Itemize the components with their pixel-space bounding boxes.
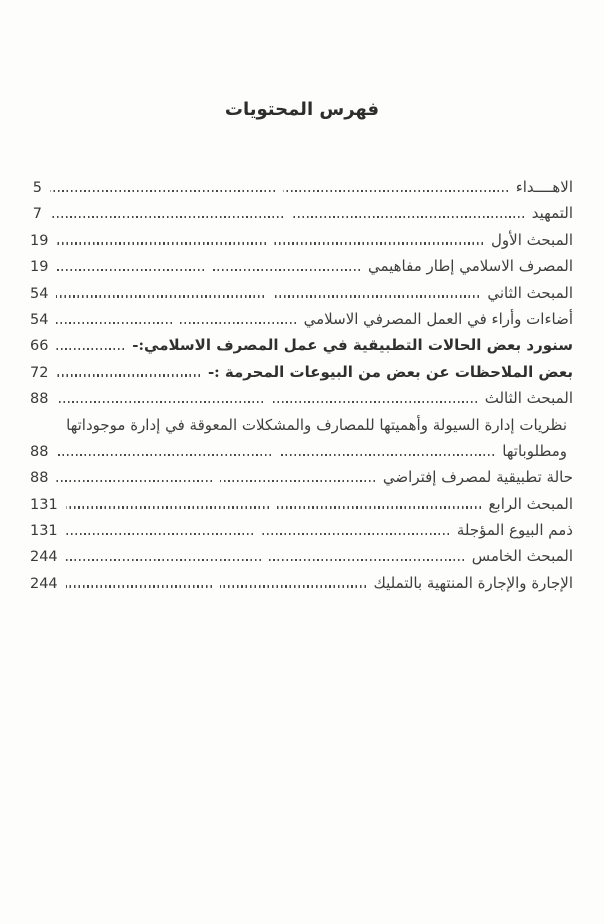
dot-leader [56, 242, 265, 244]
page-title: فهرس المحتويات [224, 99, 380, 120]
toc-entry-label: الاهــــداء [515, 178, 573, 196]
dot-leader [56, 480, 211, 482]
toc-entry-page: 244 [29, 575, 58, 592]
toc-entry-page: 88 [29, 391, 49, 408]
toc-entry [30, 282, 573, 308]
dot-leader [56, 454, 271, 456]
dot-leader [261, 533, 449, 535]
toc-entry [30, 229, 573, 255]
dot-leader [50, 190, 275, 192]
toc-entry [30, 519, 573, 545]
toc-entry [30, 255, 573, 281]
toc-entry-page: 72 [30, 364, 49, 381]
toc-entry-label: نظريات إدارة السيولة وأهميتها للمصارف والمشكلات المعوقة في إدارة موجوداتها [66, 415, 567, 434]
dot-leader [220, 585, 366, 587]
dot-leader [212, 269, 360, 271]
toc-entry-label: المصرف الاسلامي إطار مفاهيمي [367, 257, 573, 276]
dot-leader [56, 401, 262, 403]
toc-entry-label: ومطلوباتها [502, 441, 567, 460]
toc-entry-label: المبحث الأول [491, 230, 573, 249]
dot-leader [271, 401, 477, 403]
toc-entry-label: المبحث الثاني [487, 283, 573, 302]
toc-entry [30, 176, 573, 202]
dot-leader [283, 190, 508, 192]
toc-entry-page: 54 [30, 285, 49, 302]
toc-entry-label: المبحث الخامس [471, 547, 573, 566]
dot-leader [277, 506, 480, 508]
toc-entry-page: 88 [30, 443, 49, 460]
toc-entry-label: المبحث الثالث [484, 389, 573, 408]
dot-leader [56, 348, 124, 350]
dot-leader [66, 533, 254, 535]
toc-entry [30, 308, 573, 334]
toc-entry-label: ذمم البيوع المؤجلة [456, 521, 573, 540]
toc-entry [30, 414, 573, 440]
dot-leader [269, 559, 464, 561]
toc-entry-page: 5 [32, 180, 42, 196]
toc-entry-label: سنورد بعض الحالات التطبيقية في عمل المصرف الاسلامي:- [132, 336, 573, 355]
dot-leader [56, 295, 263, 297]
toc-entry [30, 493, 573, 519]
toc-entry-label: بعض الملاحظات عن بعض من البيوعات المحرمة :- [207, 362, 573, 381]
toc-entry [30, 545, 573, 571]
toc-entry-page: 66 [30, 338, 49, 355]
dot-leader [66, 506, 269, 508]
dot-leader [279, 454, 494, 456]
toc-entry-page: 131 [30, 496, 58, 513]
dot-leader [291, 216, 524, 218]
toc-entry [30, 334, 573, 360]
toc-entry-page: 54 [30, 311, 49, 328]
dot-leader [274, 242, 483, 244]
toc-entry [30, 387, 573, 413]
toc-entry-page: 131 [29, 523, 58, 540]
dot-leader [56, 374, 199, 376]
dot-leader [56, 322, 172, 324]
toc-entry-label: أضاءات وأراء في العمل المصرفي الاسلامي [303, 309, 573, 328]
toc-entry [30, 440, 573, 466]
toc-entry-label: الإجارة والإجارة المنتهية بالتمليك [373, 573, 573, 592]
toc-entry-page: 88 [30, 470, 49, 487]
toc-entry [30, 572, 573, 598]
toc-entry-label: حالة تطبيقية لمصرف إفتراضي [382, 468, 573, 487]
dot-leader [66, 585, 212, 587]
toc-entry-page: 244 [29, 549, 58, 566]
toc-entry-label: التمهيد [531, 204, 573, 223]
toc-entry [30, 202, 573, 228]
dot-leader [272, 295, 479, 297]
toc-entry-label: المبحث الرابع [488, 494, 573, 513]
toc-entry-page: 19 [29, 259, 49, 276]
dot-leader [220, 480, 375, 482]
toc-entry [30, 466, 573, 492]
dot-leader [50, 216, 283, 218]
dot-leader [180, 322, 296, 324]
dot-leader [66, 559, 261, 561]
dot-leader [56, 269, 204, 271]
toc-entry [30, 361, 573, 387]
table-of-contents [30, 176, 573, 598]
toc-entry-page: 19 [30, 232, 49, 249]
toc-entry-page: 7 [32, 206, 42, 223]
